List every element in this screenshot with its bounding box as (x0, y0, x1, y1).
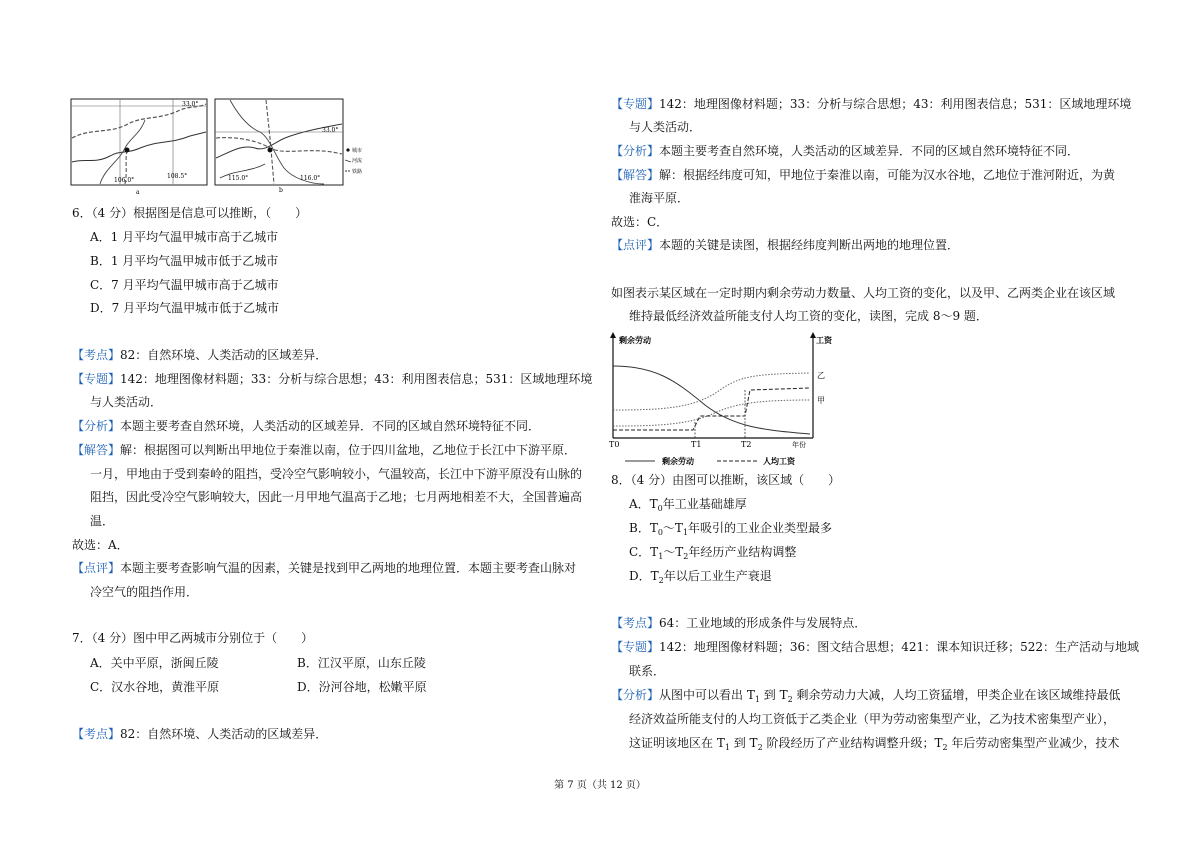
tick-t1: T1 (691, 440, 702, 449)
option-text: 年以后工业生产衰退 (663, 569, 772, 583)
fenxi-tag: 【分析】 (72, 419, 121, 433)
q7-fenxi (611, 144, 1079, 158)
kaodian-text: 82：自然环境、人类活动的区域差异． (120, 348, 328, 362)
dianping-text: 本题的关键是读图，根据经纬度判断出两地的地理位置． (659, 238, 960, 252)
q7-option-a: A．关中平原，浙闽丘陵 (90, 656, 219, 670)
kaodian-text: 64：工业地域的形成条件与发展特点． (659, 616, 867, 630)
fenxi-sub: 2 (942, 743, 948, 752)
fenxi-text: 从图中可以看出 T (659, 688, 755, 702)
fenxi-sub: 1 (724, 743, 730, 752)
map-a-city-icon (125, 148, 130, 153)
legend-wage: 人均工资 (763, 456, 795, 466)
q8-option-c (629, 545, 796, 559)
zhuanti-text: 142：地理图像材料题；33：分析与综合思想；43：利用图表信息；531：区域地理环境 (120, 372, 593, 386)
q8-kaodian (611, 616, 866, 630)
dianping-text: 本题主要考查影响气温的因素，关键是找到甲乙两地的地理位置．本题主要考查山脉对 (120, 561, 577, 575)
q6-answer: 故选：A． (72, 538, 129, 552)
option-sub: 0 (657, 528, 663, 537)
q6-kaodian (72, 348, 327, 362)
kaodian-text: 82：自然环境、人类活动的区域差异． (120, 727, 328, 741)
q8-stem: 8．（4 分）由图可以推断，该区域（ ） (611, 473, 841, 487)
fenxi-text: 本题主要考查自然环境，人类活动的区域差异．不同的区域自然环境特征不同． (120, 419, 541, 433)
q6-option-c: C．7 月平均气温甲城市高于乙城市 (90, 278, 279, 292)
series-avg-wage (613, 388, 810, 430)
fenxi-text: 阶段经历了产业结构调整升级；T (762, 736, 943, 750)
jieda-text: 解：根据图可以判断出甲地位于秦淮以南，位于四川盆地，乙地位于长江中下游平原． (120, 443, 577, 457)
option-sub: 2 (658, 576, 664, 585)
fenxi-tag: 【分析】 (611, 688, 660, 702)
q6-jieda-4: 温． (90, 514, 115, 528)
zhuanti-tag: 【专题】 (611, 97, 660, 111)
jieda-tag: 【解答】 (72, 443, 121, 457)
legend-river: 河流 (352, 158, 363, 164)
dianping-tag: 【点评】 (611, 238, 660, 252)
kaodian-tag: 【考点】 (611, 616, 660, 630)
q6-option-a: A．1 月平均气温甲城市高于乙城市 (90, 230, 279, 244)
map-a-lon1: 106.0° (114, 177, 135, 184)
q7-option-b: B．江汉平原，山东丘陵 (297, 656, 426, 670)
map-b-caption: b (279, 187, 283, 194)
q7-zhuanti-cont: 与人类活动． (629, 120, 702, 134)
q6-fenxi (72, 419, 540, 433)
dianping-tag: 【点评】 (72, 561, 121, 575)
q7-answer: 故选：C． (611, 215, 669, 229)
map-figure (70, 98, 363, 198)
q6-zhuanti-cont: 与人类活动． (90, 395, 163, 409)
q6-jieda-3: 阻挡，因此受冷空气影响较大，因此一月甲地气温高于乙地；七月两地相差不大，全国普遍高 (90, 490, 583, 504)
option-sub: 2 (683, 552, 689, 561)
fenxi-text: 年后劳动密集型产业减少，技术 (947, 736, 1120, 750)
jieda-text: 解：根据经纬度可知，甲地位于秦淮以南，可能为汉水谷地，乙地位于淮河附近，为黄 (659, 168, 1116, 182)
q6-option-b: B．1 月平均气温甲城市低于乙城市 (90, 254, 279, 268)
map-b-lon1: 115.0° (228, 175, 249, 182)
legend-city: 城市 (352, 148, 363, 154)
zhuanti-text: 142：地理图像材料题；36：图文结合思想；421：课本知识迁移；522：生产活动与地域 (659, 640, 1140, 654)
map-b-frame (215, 99, 343, 185)
zhuanti-tag: 【专题】 (611, 640, 660, 654)
map-b-city-icon (268, 148, 273, 153)
fenxi-text: 到 T (729, 736, 758, 750)
q7-option-c: C．汉水谷地，黄淮平原 (90, 680, 220, 694)
series-surplus-labor (613, 366, 810, 434)
fenxi-sub: 2 (787, 695, 793, 704)
q8-option-d (629, 569, 772, 583)
fenxi-sub: 1 (754, 695, 760, 704)
intro-line-1: 如图表示某区域在一定时期内剩余劳动力数量、人均工资的变化，以及甲、乙两类企业在该区域 (611, 286, 1116, 300)
map-b-lat: 33.0° (322, 127, 339, 134)
option-sub: 1 (682, 528, 689, 537)
option-text: 年经历产业结构调整 (688, 545, 797, 559)
q6-dianping-2: 冷空气的阻挡作用． (90, 585, 199, 599)
option-text: A．T (629, 497, 658, 511)
option-text: D．T (629, 569, 659, 583)
map-a-lon2: 108.5° (167, 173, 188, 180)
q8-fenxi-3 (629, 736, 1119, 750)
zhuanti-text: 142：地理图像材料题；33：分析与综合思想；43：利用图表信息；531：区域地理环境 (659, 97, 1132, 111)
q8-zhuanti (611, 640, 1139, 654)
q7-jieda (611, 168, 1115, 182)
jieda-tag: 【解答】 (611, 168, 660, 182)
series-yi (613, 373, 810, 410)
intro-line-2: 维持最低经济效益所能支付人均工资的变化，读图，完成 8～9 题． (629, 309, 988, 323)
map-a-caption: a (136, 189, 140, 196)
q6-jieda-2: 一月，甲地由于受到秦岭的阻挡，受冷空气影响较小，气温较高，长江中下游平原没有山脉的 (90, 467, 583, 481)
series-jia (613, 400, 810, 426)
legend-labor: 剩余劳动 (662, 456, 694, 466)
q7-zhuanti (611, 97, 1131, 111)
right-axis-label: 工资 (816, 335, 832, 345)
kaodian-tag: 【考点】 (72, 348, 121, 362)
q7-jieda-2: 淮海平原． (629, 191, 690, 205)
q8-option-b (629, 521, 832, 535)
map-b-lon2: 116.0° (300, 175, 321, 182)
q8-zhuanti-cont: 联系． (629, 664, 666, 678)
left-axis-label: 剩余劳动 (619, 335, 651, 345)
q8-fenxi-2: 经济效益所能支付的人均工资低于乙类企业（甲为劳动密集型产业，乙为技术密集型产业）， (629, 712, 1116, 726)
fenxi-text: 到 T (759, 688, 788, 702)
option-text: 年吸引的工业企业类型最多 (688, 521, 833, 535)
legend-river-icon (345, 160, 351, 162)
q7-stem: 7．（4 分）图中甲乙两城市分别位于（ ） (72, 631, 314, 645)
q8-option-a (629, 497, 747, 511)
page-footer: 第 7 页（共 12 页） (554, 780, 646, 791)
label-jia: 甲 (817, 396, 825, 405)
q6-jieda (72, 443, 576, 457)
labor-wage-chart (605, 330, 845, 470)
q7-kaodian (72, 727, 327, 741)
legend-railway: 铁路 (352, 169, 363, 175)
q6-stem: 6．（4 分）根据图是信息可以推断，（ ） (72, 206, 308, 220)
q6-zhuanti (72, 372, 592, 386)
q7-option-d: D．汾河谷地，松嫩平原 (297, 680, 427, 694)
option-text: ～T (663, 545, 684, 559)
fenxi-text: 剩余劳动力大减，人均工资猛增，甲类企业在该区域维持最低 (792, 688, 1121, 702)
map-a-lat: 33.0° (182, 101, 199, 108)
option-sub: 0 (657, 504, 663, 513)
kaodian-tag: 【考点】 (72, 727, 121, 741)
q7-dianping (611, 238, 959, 252)
fenxi-sub: 2 (757, 743, 763, 752)
option-text: 年工业基础雄厚 (662, 497, 747, 511)
q6-option-d: D．7 月平均气温甲城市低于乙城市 (90, 301, 280, 315)
q8-fenxi (611, 688, 1121, 702)
option-text: C．T (629, 545, 659, 559)
option-text: B．T (629, 521, 658, 535)
zhuanti-tag: 【专题】 (72, 372, 121, 386)
fenxi-tag: 【分析】 (611, 144, 660, 158)
legend-city-icon (346, 148, 349, 151)
fenxi-text: 本题主要考查自然环境，人类活动的区域差异．不同的区域自然环境特征不同． (659, 144, 1080, 158)
option-sub: 1 (658, 552, 664, 561)
left-axis-arrow-icon (610, 332, 616, 338)
x-axis-label: 年份 (792, 441, 806, 449)
tick-t0: T0 (609, 440, 620, 449)
option-text: ～T (662, 521, 683, 535)
tick-t2: T2 (741, 440, 752, 449)
label-yi: 乙 (817, 371, 825, 380)
q6-dianping (72, 561, 576, 575)
fenxi-text: 这证明该地区在 T (629, 736, 725, 750)
